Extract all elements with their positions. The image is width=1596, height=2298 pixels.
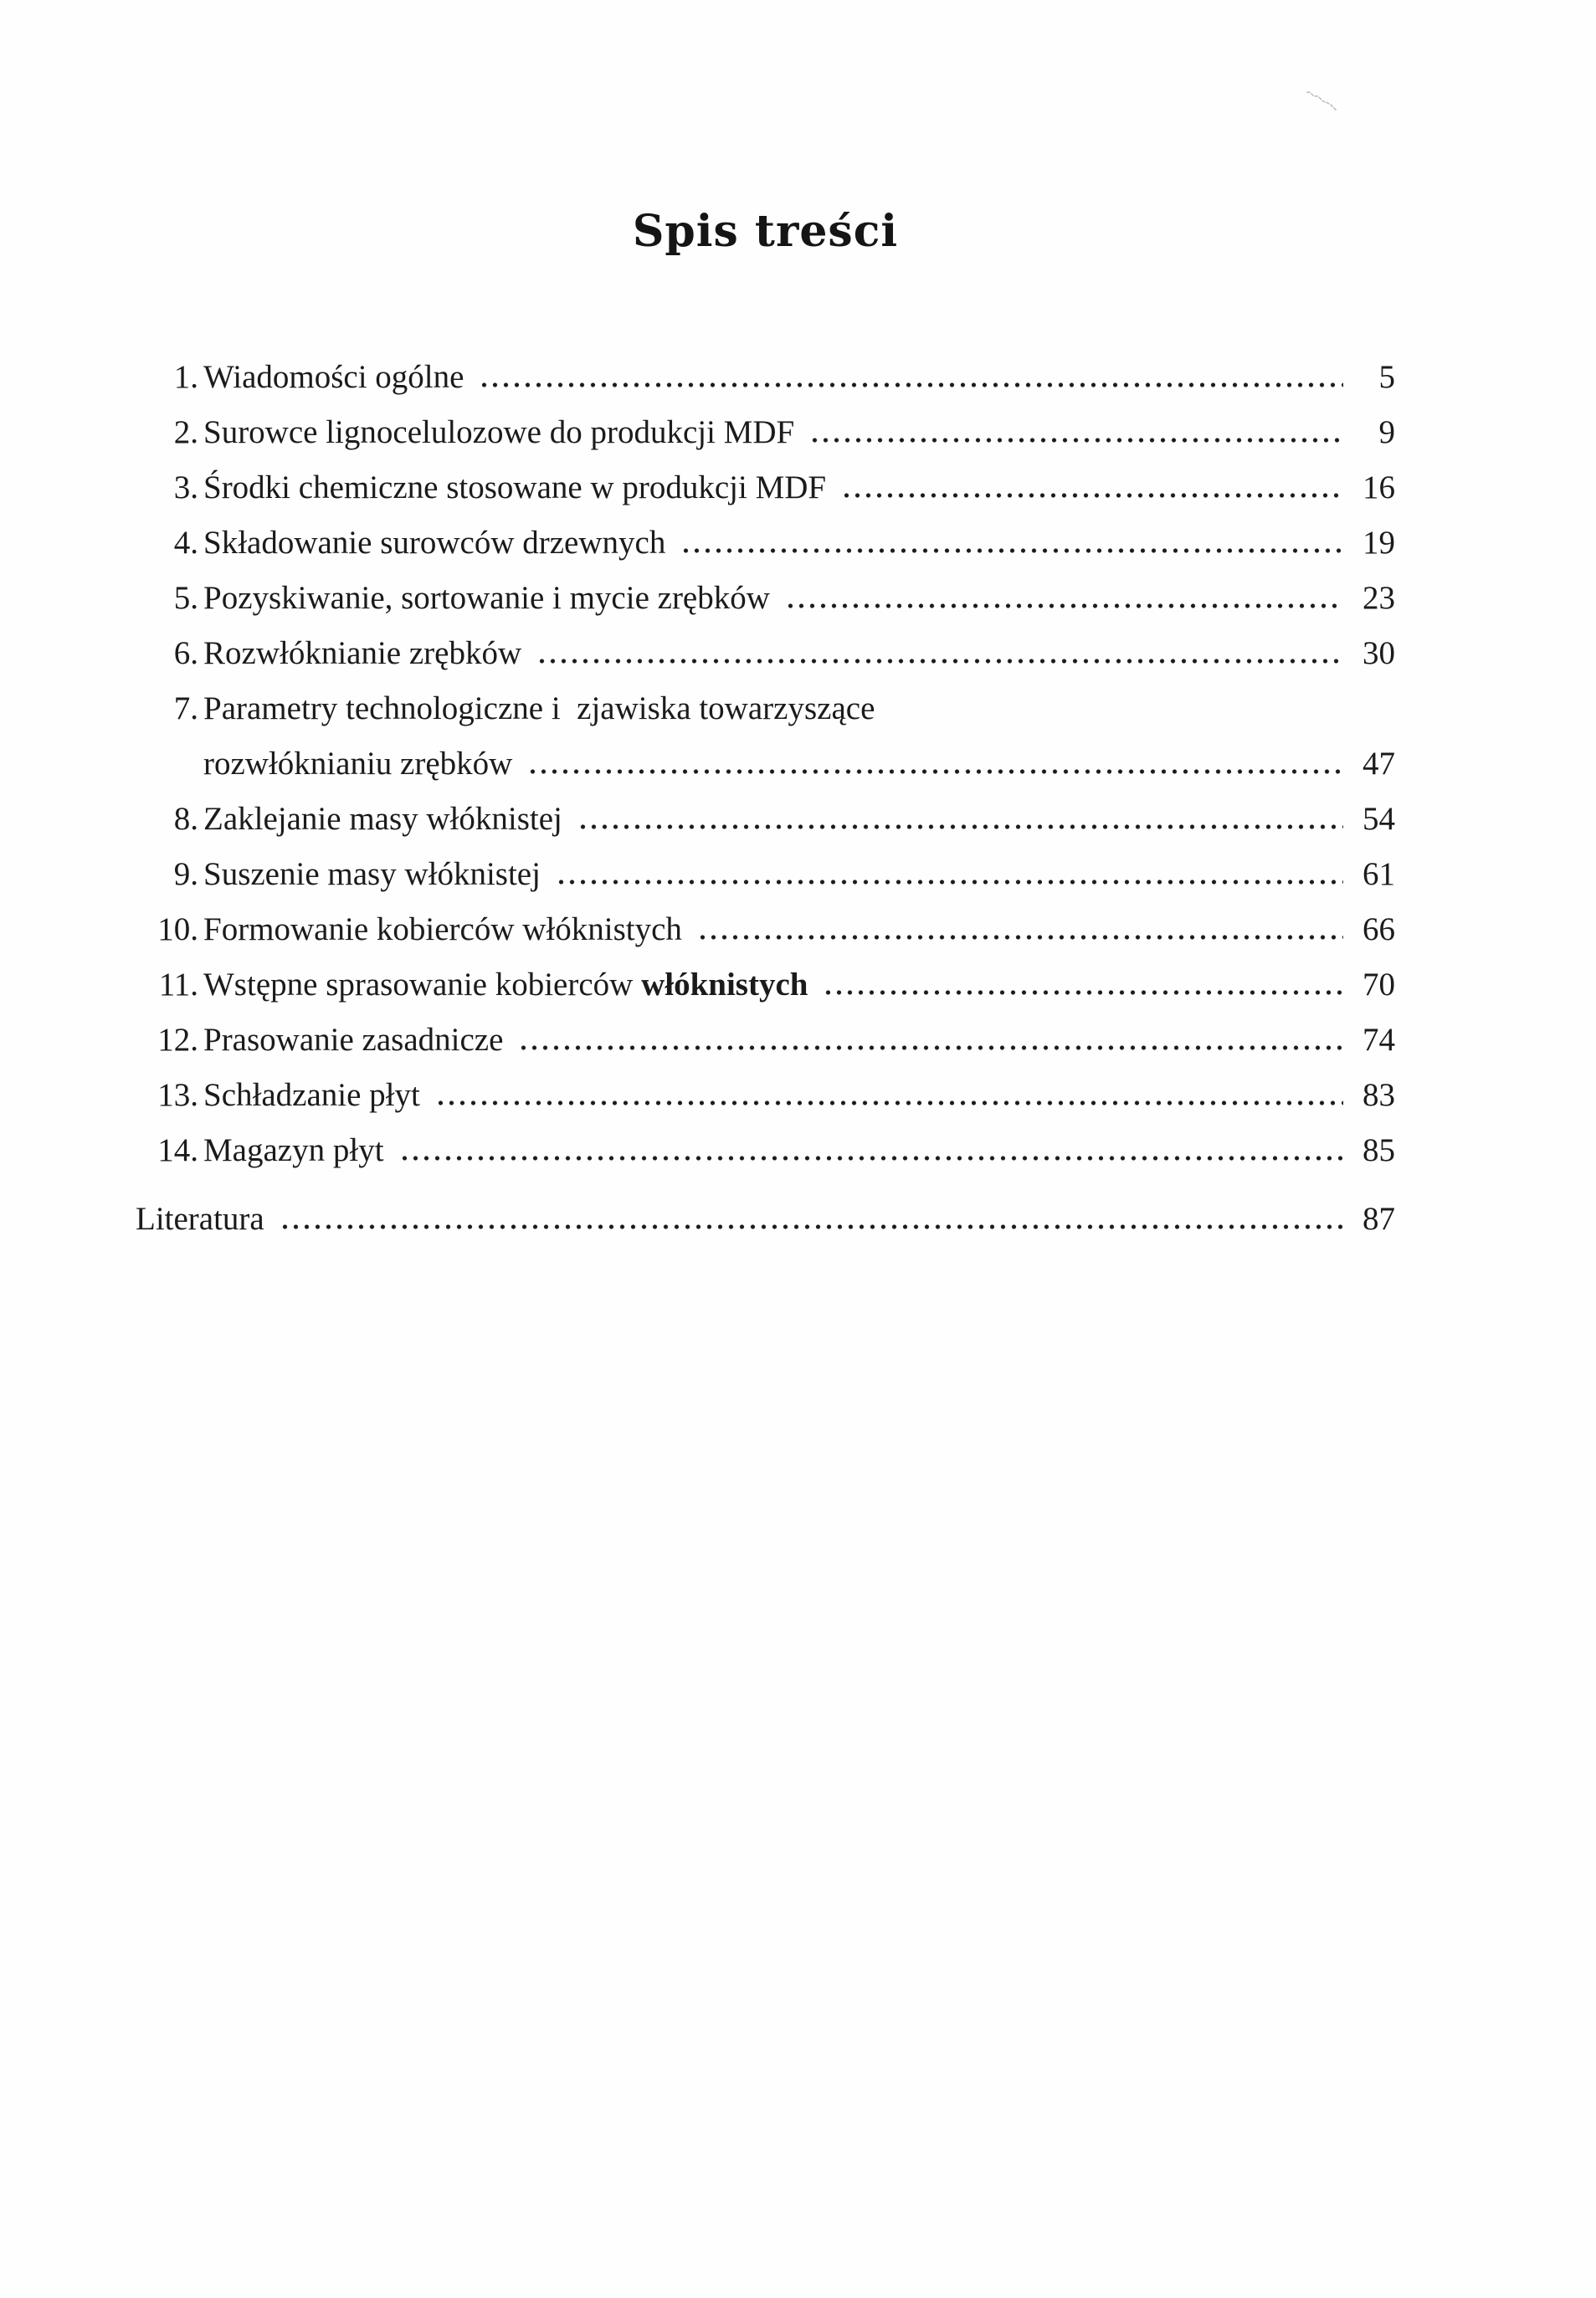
dotted-leader xyxy=(577,823,1343,829)
toc-entry-page-number: 83 xyxy=(1363,1077,1395,1113)
dotted-leader xyxy=(809,436,1343,443)
toc-entry-title: Wiadomości ogólne xyxy=(203,359,464,395)
toc-entry-number: 9. xyxy=(173,856,198,892)
toc-entry-number: 2. xyxy=(173,414,198,450)
dotted-leader xyxy=(435,1099,1343,1105)
toc-entry xyxy=(136,460,1395,516)
toc-entry-title: Magazyn płyt xyxy=(203,1132,384,1168)
toc-entry-number: 12. xyxy=(157,1022,198,1058)
dotted-leader xyxy=(697,933,1343,940)
dotted-leader xyxy=(680,546,1343,553)
toc-entry-continuation xyxy=(136,736,1395,792)
toc-entry-title: Formowanie kobierców włóknistych xyxy=(203,911,682,947)
toc-entry-page-number: 5 xyxy=(1378,359,1395,395)
toc-entry-number: 6. xyxy=(173,635,198,671)
toc-entry-page-number: 61 xyxy=(1363,856,1395,892)
toc-entry xyxy=(136,1013,1395,1068)
dotted-leader xyxy=(399,1154,1343,1161)
dotted-leader xyxy=(479,381,1343,387)
dotted-leader xyxy=(785,602,1343,608)
toc-entry-number: 7. xyxy=(173,690,198,726)
toc-entry xyxy=(136,1068,1395,1123)
toc-entry-page-number: 16 xyxy=(1363,469,1395,505)
toc-entry-number: 4. xyxy=(173,525,198,561)
toc-entry-number: 14. xyxy=(157,1132,198,1168)
toc-entry xyxy=(136,792,1395,847)
toc-entry-title-line2: rozwłóknianiu zrębków xyxy=(203,746,513,782)
toc-entry xyxy=(136,350,1395,405)
toc-entry xyxy=(136,847,1395,902)
toc-entry-page-number: 47 xyxy=(1363,746,1395,782)
toc-entry-number: 8. xyxy=(173,801,198,837)
toc-entry-literatura xyxy=(136,1192,1395,1247)
dotted-leader xyxy=(518,1044,1343,1050)
toc-entry-page-number: 85 xyxy=(1363,1132,1395,1168)
toc-entry xyxy=(136,626,1395,681)
toc-entry-title: Parametry technologiczne i zjawiska towarzyszące xyxy=(203,690,875,726)
toc-entry-number: 5. xyxy=(173,580,198,616)
toc-entry xyxy=(136,902,1395,957)
toc-entry-page-number: 66 xyxy=(1363,911,1395,947)
toc-entry-title: Wstępne sprasowanie kobierców xyxy=(203,967,642,1003)
toc-entry-page-number: 9 xyxy=(1378,414,1395,450)
toc-entry xyxy=(136,571,1395,626)
toc-entry xyxy=(136,957,1395,1013)
toc-entry-page-number: 74 xyxy=(1363,1022,1395,1058)
toc-entry-number: 10. xyxy=(157,911,198,947)
toc-entry-title: Pozyskiwanie, sortowanie i mycie zrębków xyxy=(203,580,770,616)
toc-entry-title: Suszenie masy włóknistej xyxy=(203,856,541,892)
toc-entry xyxy=(136,1123,1395,1178)
toc-entry-number: 3. xyxy=(173,469,198,505)
toc-entry-title: Surowce lignocelulozowe do produkcji MDF xyxy=(203,414,795,450)
dotted-leader xyxy=(823,988,1343,995)
toc-entry-page-number: 19 xyxy=(1363,525,1395,561)
toc-entry-page-number: 87 xyxy=(1363,1201,1395,1237)
dotted-leader xyxy=(527,767,1343,774)
toc-entry-title-bold: włóknistych xyxy=(641,967,808,1003)
toc-entry-page-number: 30 xyxy=(1363,635,1395,671)
toc-entry-title: Prasowanie zasadnicze xyxy=(203,1022,504,1058)
toc-entry xyxy=(136,516,1395,571)
toc-entry-number: 1. xyxy=(173,359,198,395)
toc-entry-title: Schładzanie płyt xyxy=(203,1077,420,1113)
toc-list xyxy=(136,350,1395,1247)
toc-entry xyxy=(136,405,1395,460)
toc-entry-title: Literatura xyxy=(136,1201,264,1237)
dotted-leader xyxy=(536,657,1343,664)
toc-entry-page-number: 23 xyxy=(1363,580,1395,616)
toc-entry-title: Składowanie surowców drzewnych xyxy=(203,525,666,561)
toc-entry-title: Środki chemiczne stosowane w produkcji MDF xyxy=(203,469,827,505)
dotted-leader xyxy=(556,878,1343,885)
toc-entry-number: 11. xyxy=(158,967,198,1003)
toc-entry-title: Zaklejanie masy włóknistej xyxy=(203,801,562,837)
toc-entry-title: Rozwłóknianie zrębków xyxy=(203,635,522,671)
page-title: Spis treści xyxy=(632,206,899,257)
dotted-leader xyxy=(280,1223,1343,1229)
scan-artifact-squiggle xyxy=(1302,88,1342,115)
toc-entry-number: 13. xyxy=(157,1077,198,1113)
toc-entry-page-number: 54 xyxy=(1363,801,1395,837)
toc-entry-page-number: 70 xyxy=(1363,967,1395,1003)
dotted-leader xyxy=(841,491,1343,498)
toc-entry xyxy=(136,681,1395,736)
